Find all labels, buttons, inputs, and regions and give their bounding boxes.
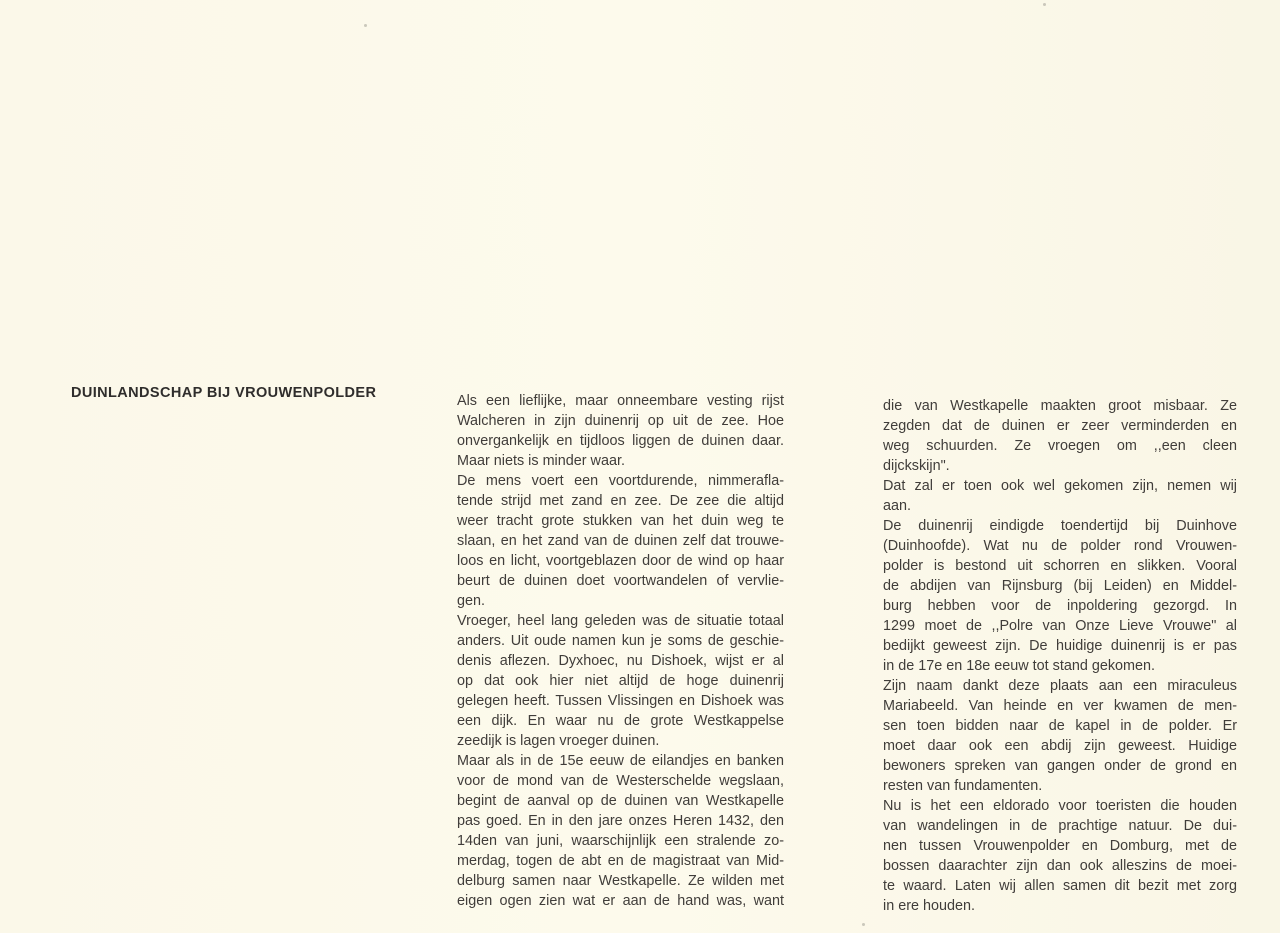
text-line: 14den van juni, waarschijnlijk een stralende zo- xyxy=(457,833,784,849)
text-line: resten van fundamenten. xyxy=(883,778,1043,794)
text-line: merdag, togen de abt en de magistraat van Mid- xyxy=(457,853,784,869)
text-line: weer tracht grote stukken van het duin weg te xyxy=(457,513,784,529)
text-line: loos en licht, voortgeblazen door de wind op haar xyxy=(457,553,784,569)
text-line: zeedijk is lagen vroeger duinen. xyxy=(457,733,660,749)
text-line: bedijkt geweest zijn. De huidige duinenrij is er pas xyxy=(883,638,1237,654)
text-line: Als een lieflijke, maar onneembare vesting rijst xyxy=(457,393,784,409)
text-line: in ere houden. xyxy=(883,898,976,914)
text-line: aan. xyxy=(883,498,912,514)
text-line: bewoners spreken van gangen onder de grond en xyxy=(883,758,1237,774)
text-line: de abdijen van Rijnsburg (bij Leiden) en Middel- xyxy=(883,578,1237,594)
text-line: van wandelingen in de prachtige natuur. De dui- xyxy=(883,818,1237,834)
text-line: eigen ogen zien wat er aan de hand was, want xyxy=(457,893,784,909)
text-line: gelegen heeft. Tussen Vlissingen en Dishoek was xyxy=(457,693,784,709)
text-line: Nu is het een eldorado voor toeristen die houden xyxy=(883,798,1237,814)
text-line: delburg samen naar Westkapelle. Ze wilden met xyxy=(457,873,784,889)
text-line: tende strijd met zand en zee. De zee die altijd xyxy=(457,493,784,509)
text-line: 1299 moet de ,,Polre van Onze Lieve Vrouwe" al xyxy=(883,618,1237,634)
text-line: Maar niets is minder waar. xyxy=(457,453,625,469)
text-column-right xyxy=(883,396,1237,916)
text-column-left xyxy=(457,391,784,911)
text-line: die van Westkapelle maakten groot misbaar. Ze xyxy=(883,398,1237,414)
text-line: Dat zal er toen ook wel gekomen zijn, nemen wij xyxy=(883,478,1237,494)
text-line: Walcheren in zijn duinenrij op uit de zee. Hoe xyxy=(457,413,784,429)
paper-speck xyxy=(862,923,865,926)
text-line: onvergankelijk en tijdloos liggen de duinen daar. xyxy=(457,433,784,449)
paper-speck xyxy=(364,24,367,27)
text-line: anders. Uit oude namen kun je soms de geschie- xyxy=(457,633,784,649)
paper-speck xyxy=(1043,3,1046,6)
text-line: beurt de duinen doet voortwandelen of vervlie- xyxy=(457,573,784,589)
text-line: begint de aanval op de duinen van Westkapelle xyxy=(457,793,784,809)
text-line: voor de mond van de Westerschelde wegslaan, xyxy=(457,773,784,789)
text-line: polder is bestond uit schorren en slikken. Vooral xyxy=(883,558,1237,574)
text-line: De mens voert een voortdurende, nimmerafla- xyxy=(457,473,784,489)
text-line: burg hebben voor de inpoldering gezorgd. In xyxy=(883,598,1237,614)
page-heading: DUINLANDSCHAP BIJ VROUWENPOLDER xyxy=(71,385,377,401)
text-line: in de 17e en 18e eeuw tot stand gekomen. xyxy=(883,658,1156,674)
text-line: sen toen bidden naar de kapel in de polder. Er xyxy=(883,718,1237,734)
text-line: Mariabeeld. Van heinde en ver kwamen de men- xyxy=(883,698,1237,714)
text-line: te waard. Laten wij allen samen dit bezit met zorg xyxy=(883,878,1237,894)
text-line: zegden dat de duinen er zeer verminderden en xyxy=(883,418,1237,434)
text-line: moet daar ook een abdij zijn geweest. Huidige xyxy=(883,738,1237,754)
text-line: De duinenrij eindigde toendertijd bij Duinhove xyxy=(883,518,1237,534)
text-line: Maar als in de 15e eeuw de eilandjes en banken xyxy=(457,753,784,769)
text-line: (Duinhoofde). Wat nu de polder rond Vrouwen- xyxy=(883,538,1237,554)
text-line: op dat ook hier niet altijd de hoge duinenrij xyxy=(457,673,784,689)
text-line: Vroeger, heel lang geleden was de situatie totaal xyxy=(457,613,784,629)
text-line: gen. xyxy=(457,593,486,609)
text-line: een dijk. En waar nu de grote Westkappelse xyxy=(457,713,784,729)
text-line: Zijn naam dankt deze plaats aan een miraculeus xyxy=(883,678,1237,694)
text-line: dijckskijn". xyxy=(883,458,950,474)
text-line: denis aflezen. Dyxhoec, nu Dishoek, wijst er al xyxy=(457,653,784,669)
text-line: nen tussen Vrouwenpolder en Domburg, met de xyxy=(883,838,1237,854)
text-line: slaan, en het zand van de duinen zelf dat trouwe- xyxy=(457,533,784,549)
text-line: pas goed. En in den jare onzes Heren 1432, den xyxy=(457,813,784,829)
text-line: bossen daarachter zijn dan ook alleszins de moei- xyxy=(883,858,1237,874)
text-line: weg schuurden. Ze vroegen om ,,een cleen xyxy=(883,438,1237,454)
